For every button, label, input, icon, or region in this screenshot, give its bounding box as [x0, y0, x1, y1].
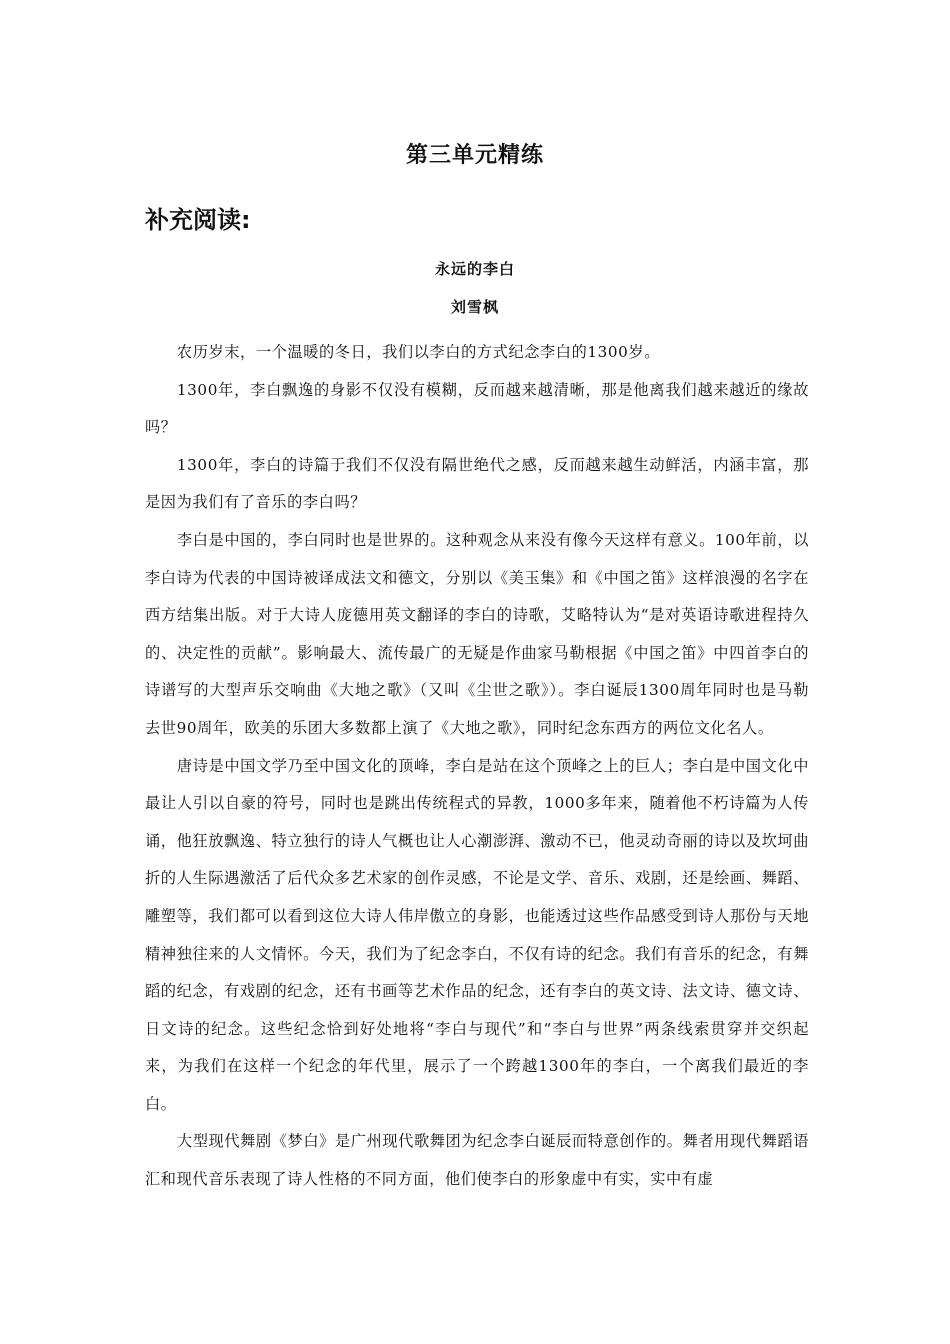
section-heading: 补充阅读: — [145, 206, 251, 234]
paragraph: 农历岁末，一个温暖的冬日，我们以李白的方式纪念李白的1300岁。 — [176, 343, 661, 361]
paragraph: 唐诗是中国文学乃至中国文化的顶峰，李白是站在这个顶峰之上的巨人；李白是中国文化中最让人引以自豪的符号，同时也是跳出传统程式的异教，1000多年来，随着他不朽诗篇为人传诵，他狂放飘逸、特立独行的诗人气概也让人心潮澎湃、激动不已，他灵动奇丽的诗以及坎坷曲折的人生际遇激活了后代众多艺术家的创作灵感，不论是文学、音乐、戏剧，还是绘画、舞蹈、雕塑等，我们都可以看到这位大诗人伟岸傲立的身影，也能透过这些作品感受到诗人那份与天地精神独往来的人文情怀。今天，我们为了纪念李白，不仅有诗的纪念。我们有音乐的纪念，有舞蹈的纪念，有戏剧的纪念，还有书画等艺术作品的纪念，还有李白的英文诗、法文诗、德文诗、日文诗的纪念。这些纪念恰到好处地将“李白与现代”和“李白与世界”两条线索贯穿并交织起来，为我们在这样一个纪念的年代里，展示了一个跨越1300年的李白，一个离我们最近的李白。 — [145, 756, 809, 1113]
paragraph: 1300年，李白飘逸的身影不仅没有模糊，反而越来越清晰，那是他离我们越来越近的缘故吗？ — [145, 380, 809, 437]
unit-title: 第三单元精练 — [405, 143, 544, 168]
paragraph: 大型现代舞剧《梦白》是广州现代歌舞团为纪念李白诞辰而特意创作的。舞者用现代舞蹈语汇和现代音乐表现了诗人性格的不同方面，他们使李白的形象虚中有实，实中有虚 — [145, 1132, 809, 1189]
article-title: 永远的李白 — [434, 260, 515, 278]
paragraph: 1300年，李白的诗篇于我们不仅没有隔世绝代之感，反而越来越生动鲜活，内涵丰富，那是因为我们有了音乐的李白吗？ — [145, 455, 809, 512]
paragraph: 李白是中国的，李白同时也是世界的。这种观念从来没有像今天这样有意义。100年前，以李白诗为代表的中国诗被译成法文和德文，分别以《美玉集》和《中国之笛》这样浪漫的名字在西方结集出版。对于大诗人庞德用英文翻译的李白的诗歌，艾略特认为“是对英语诗歌进程持久的、决定性的贡献”。影响最大、流传最广的无疑是作曲家马勒根据《中国之笛》中四首李白的诗谱写的大型声乐交响曲《大地之歌》（又叫《尘世之歌》）。李白诞辰1300周年同时也是马勒去世90周年，欧美的乐团大多数都上演了《大地之歌》，同时纪念东西方的两位文化名人。 — [145, 530, 809, 737]
article-author: 刘雪枫 — [450, 298, 499, 316]
article-body — [145, 334, 809, 1199]
